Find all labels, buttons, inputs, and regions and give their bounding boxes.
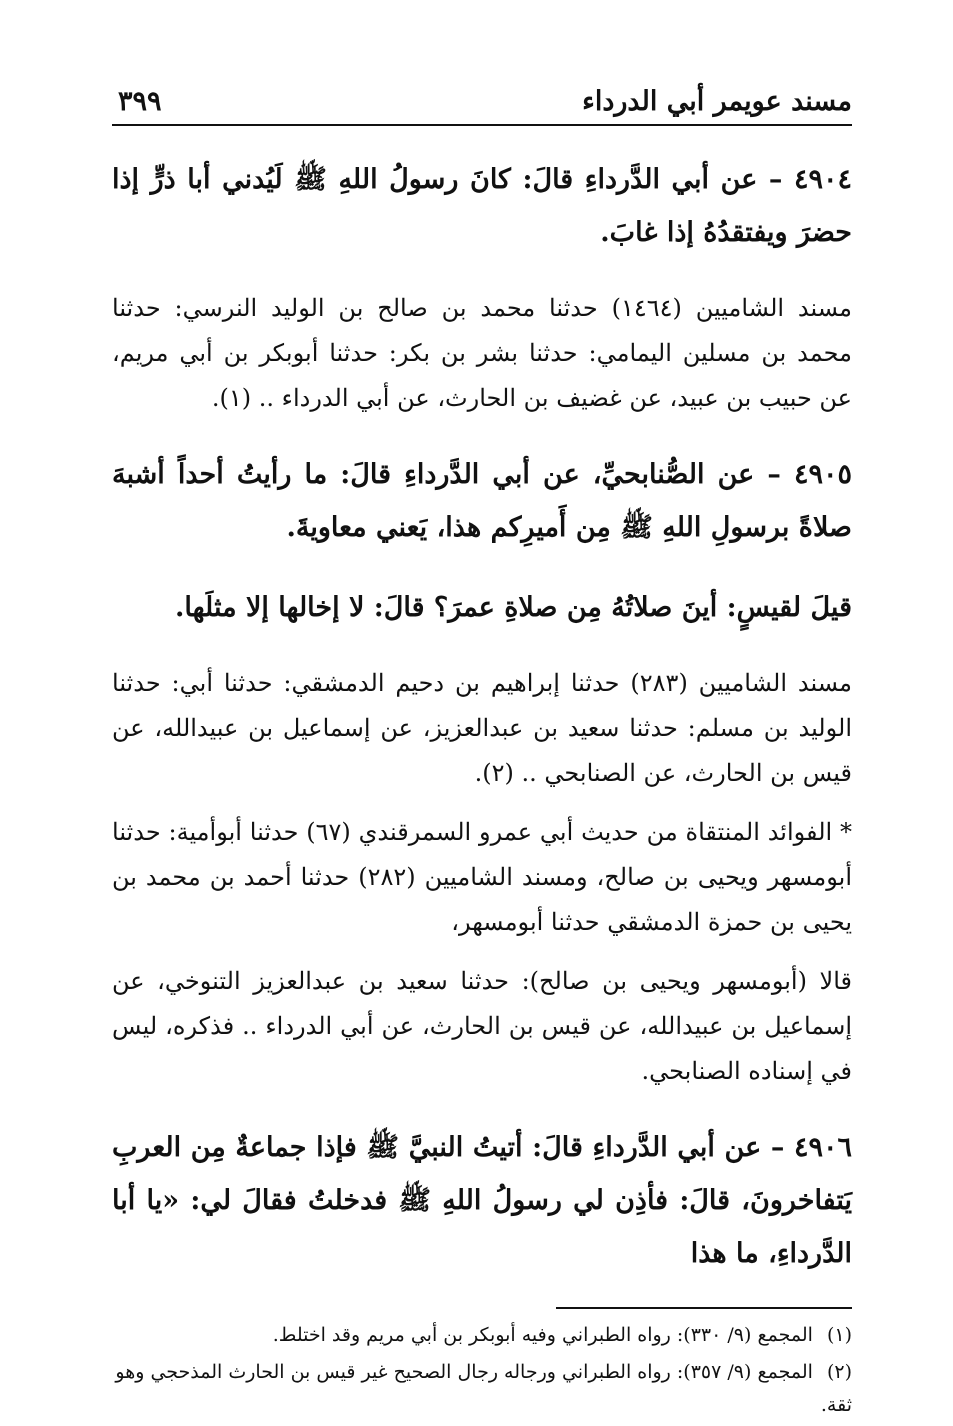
page-body [112, 153, 852, 1280]
footnote-2 [112, 1356, 852, 1422]
footnotes [112, 1319, 852, 1422]
hadith-4904: ٤٩٠٤ – عن أبي الدَّرداءِ قالَ: كانَ رسولُ اللهِ ﷺ لَيُدني أبا ذرٍّ إذا حضرَ ويفتقدُهُ إذا غابَ. [112, 164, 852, 248]
source-paragraph: قالا (أبومسهر ويحيى بن صالح): حدثنا سعيد بن عبدالعزيز التنوخي، عن إسماعيل بن عبيدالله، عن قيس بن الحارث، عن أبي الدرداء .. فذكره، ليس في إسناده الصنابحي. [112, 967, 852, 1085]
source-paragraph: مسند الشاميين (٢٨٣) حدثنا إبراهيم بن دحيم الدمشقي: حدثنا أبي: حدثنا الوليد بن مسلم: حدثنا سعيد بن عبدالعزيز، عن إسماعيل بن عبيدالله، عن قيس بن الحارث، عن الصنابحي .. (٢). [112, 669, 852, 787]
footnote-number: (١) [826, 1324, 852, 1346]
footnote-separator [556, 1307, 852, 1309]
hadith-continuation: قيلَ لقيسٍ: أينَ صلاتُهُ مِن صلاةِ عمرَ؟ قالَ: لا إخالها إلا مثلَها. [174, 592, 852, 623]
footnote-text: المجمع (٩/ ٣٣٠): رواه الطبراني وفيه أبوبكر بن أبي مريم وقد اختلط. [272, 1324, 813, 1346]
footnote-1 [112, 1319, 852, 1352]
hadith-4906: ٤٩٠٦ – عن أبي الدَّرداءِ قالَ: أتيتُ النبيَّ ﷺ فإذا جماعةٌ مِن العربِ يَتفاخرونَ، قالَ: فأذِن لي رسولُ اللهِ ﷺ فدخلتُ فقالَ لي: «يا أبا الدَّرداءِ، ما هذا [112, 1132, 852, 1269]
source-paragraph: مسند الشاميين (١٤٦٤) حدثنا محمد بن صالح بن الوليد النرسي: حدثنا محمد بن مسلين اليمامي: حدثنا بشر بن بكر: حدثنا أبوبكر بن أبي مريم، عن حبيب بن عبيد، عن غضيف بن الحارث، عن أبي الدرداء .. (١). [112, 294, 853, 412]
page-number: ٣٩٩ [118, 86, 162, 117]
source-paragraph: * الفوائد المنتقاة من حديث أبي عمرو السمرقندي (٦٧) حدثنا أبوأمية: حدثنا أبومسهر ويحيى بن صالح، ومسند الشاميين (٢٨٢) حدثنا أحمد بن محمد بن يحيى بن حمزة الدمشقي حدثنا أبومسهر، [112, 818, 852, 936]
running-title: مسند عويمر أبي الدرداء [582, 86, 852, 117]
hadith-4905: ٤٩٠٥ – عن الصُّنابحيِّ، عن أبي الدَّرداءِ قالَ: ما رأيتُ أحداً أشبهَ صلاةً برسولِ اللهِ ﷺ مِن أَميرِكم هذا، يَعني معاويةَ. [112, 459, 852, 543]
page-header [112, 80, 852, 126]
footnote-number: (٢) [826, 1361, 852, 1383]
footnote-text: المجمع (٩/ ٣٥٧): رواه الطبراني ورجاله رجال الصحيح غير قيس بن الحارث المذحجي وهو ثقة. [115, 1361, 852, 1416]
book-page [112, 80, 852, 1426]
